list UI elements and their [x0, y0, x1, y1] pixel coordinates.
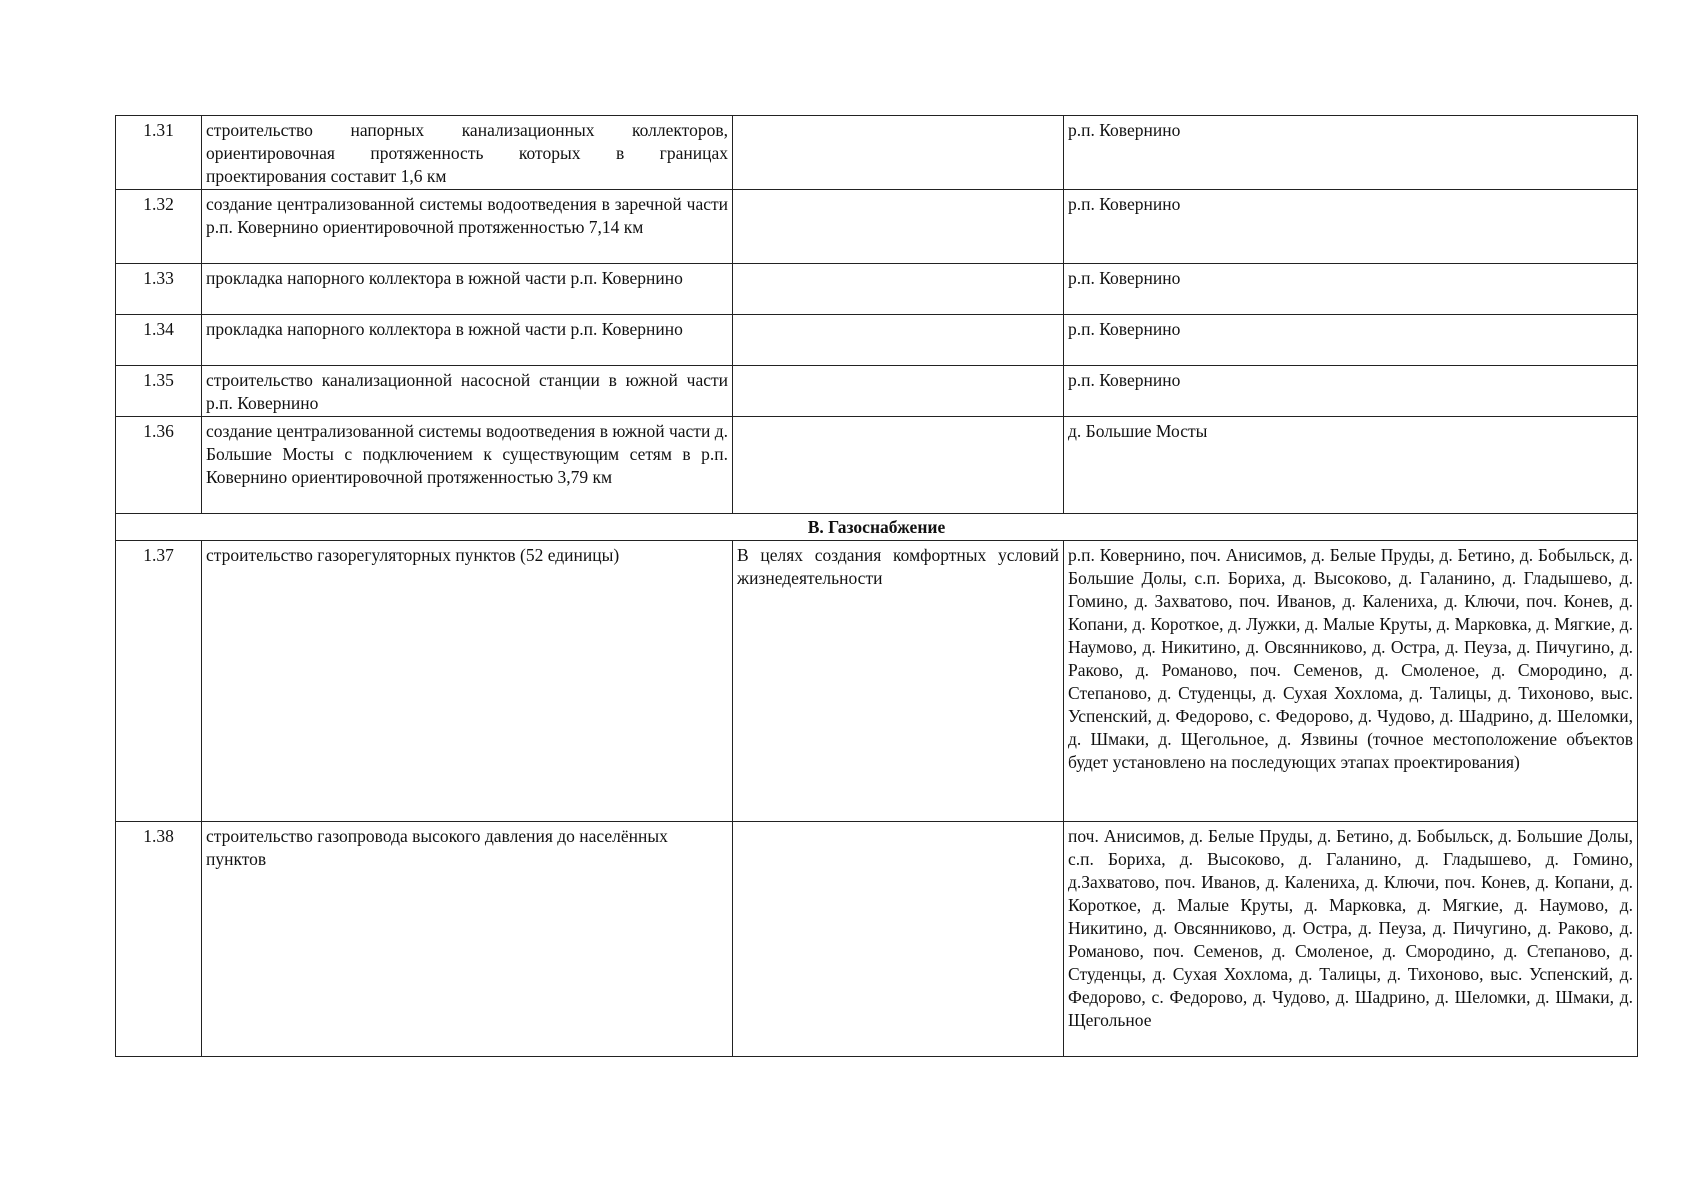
table-row [116, 116, 1638, 190]
section-row [116, 514, 1638, 541]
object-location: р.п. Ковернино [1064, 264, 1638, 315]
object-description: строительство напорных канализационных коллекторов, ориентировочная протяженность которых в границах проектирования составит 1,6 км [202, 116, 733, 190]
object-description: прокладка напорного коллектора в южной части р.п. Ковернино [202, 264, 733, 315]
object-description: прокладка напорного коллектора в южной части р.п. Ковернино [202, 315, 733, 366]
object-purpose [733, 264, 1064, 315]
table-row [116, 417, 1638, 514]
table-row [116, 366, 1638, 417]
row-number: 1.36 [116, 417, 202, 514]
object-purpose [733, 366, 1064, 417]
objects-table [115, 115, 1638, 1057]
object-location: д. Большие Мосты [1064, 417, 1638, 514]
table-row [116, 822, 1638, 1057]
object-purpose [733, 417, 1064, 514]
object-location: р.п. Ковернино [1064, 116, 1638, 190]
object-purpose [733, 315, 1064, 366]
object-description: строительство канализационной насосной станции в южной части р.п. Ковернино [202, 366, 733, 417]
section-heading: В. Газоснабжение [116, 514, 1638, 541]
row-number: 1.38 [116, 822, 202, 1057]
row-number: 1.35 [116, 366, 202, 417]
object-description: создание централизованной системы водоотведения в заречной части р.п. Ковернино ориентировочной протяженностью 7,14 км [202, 190, 733, 264]
row-number: 1.32 [116, 190, 202, 264]
object-description: строительство газопровода высокого давления до населённых пунктов [202, 822, 733, 1057]
object-location: р.п. Ковернино, поч. Анисимов, д. Белые Пруды, д. Бетино, д. Бобыльск, д. Большие Долы, с.п. Бориха, д. Высоково, д. Галанино, д. Гладышево, д. Гомино, д. Захватово, поч. Иванов, д. Калениха, д. Ключи, поч. Конев, д. Копани, д. Короткое, д. Лужки, д. Малые Круты, д. Марковка, д. Мягкие, д. Наумово, д. Никитино, д. Овсянниково, д. Остра, д. Пеуза, д. Пичугино, д. Раково, д. Романово, поч. Семенов, д. Смоленое, д. Смородино, д. Степаново, д. Студенцы, д. Сухая Хохлома, д. Талицы, д. Тихоново, выс. Успенский, д. Федорово, с. Федорово, д. Чудово, д. Шадрино, д. Шеломки, д. Шмаки, д. Щегольное, д. Язвины (точное местоположение объектов будет установлено на последующих этапах проектирования) [1064, 541, 1638, 822]
object-description: создание централизованной системы водоотведения в южной части д. Большие Мосты с подключением к существующим сетям в р.п. Ковернино ориентировочной протяженностью 3,79 км [202, 417, 733, 514]
table-row [116, 264, 1638, 315]
object-purpose [733, 822, 1064, 1057]
object-location: р.п. Ковернино [1064, 315, 1638, 366]
object-location: поч. Анисимов, д. Белые Пруды, д. Бетино, д. Бобыльск, д. Большие Долы, с.п. Бориха, д. Высоково, д. Галанино, д. Гладышево, д. Гомино, д.Захватово, поч. Иванов, д. Калениха, д. Ключи, поч. Конев, д. Копани, д. Короткое, д. Малые Круты, д. Марковка, д. Мягкие, д. Наумово, д. Никитино, д. Овсянниково, д. Остра, д. Пеуза, д. Пичугино, д. Раково, д. Романово, поч. Семенов, д. Смоленое, д. Смородино, д. Степаново, д. Студенцы, д. Сухая Хохлома, д. Талицы, д. Тихоново, выс. Успенский, д. Федорово, с. Федорово, д. Чудово, д. Шадрино, д. Шеломки, д. Шмаки, д. Щегольное [1064, 822, 1638, 1057]
row-number: 1.37 [116, 541, 202, 822]
object-location: р.п. Ковернино [1064, 190, 1638, 264]
object-location: р.п. Ковернино [1064, 366, 1638, 417]
row-number: 1.33 [116, 264, 202, 315]
table-row [116, 315, 1638, 366]
object-purpose [733, 190, 1064, 264]
object-description: строительство газорегуляторных пунктов (52 единицы) [202, 541, 733, 822]
row-number: 1.31 [116, 116, 202, 190]
table-row [116, 190, 1638, 264]
object-purpose: В целях создания комфортных условий жизнедеятельности [733, 541, 1064, 822]
table-row [116, 541, 1638, 822]
row-number: 1.34 [116, 315, 202, 366]
object-purpose [733, 116, 1064, 190]
